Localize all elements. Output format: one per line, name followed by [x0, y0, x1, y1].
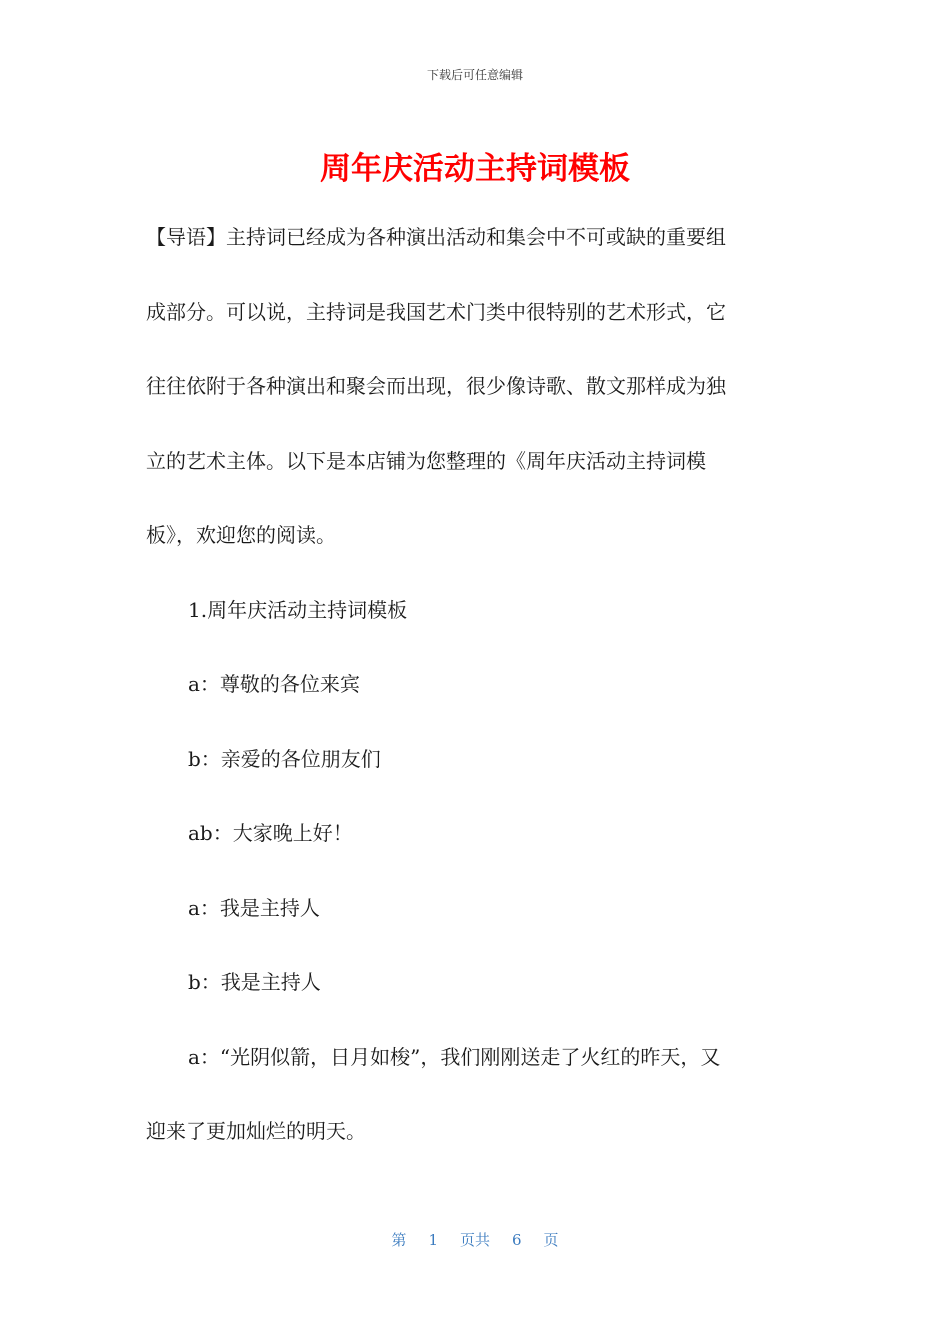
intro-line: 成部分。可以说，主持词是我国艺术门类中很特别的艺术形式，它 [146, 299, 726, 324]
intro-line: 板》，欢迎您的阅读。 [146, 523, 336, 547]
section-heading: 1.周年庆活动主持词模板 [188, 597, 408, 622]
dialogue-line: a：我是主持人 [188, 895, 320, 920]
dialogue-continuation: 迎来了更加灿烂的明天。 [146, 1119, 366, 1143]
intro-line: 往往依附于各种演出和聚会而出现，很少像诗歌、散文那样成为独 [146, 374, 726, 398]
dialogue-line: a：尊敬的各位来宾 [188, 672, 360, 696]
footer-middle: 页共 [459, 1231, 490, 1249]
total-pages-number: 6 [512, 1231, 522, 1249]
intro-line: 【导语】主持词已经成为各种演出活动和集会中不可或缺的重要组 [146, 225, 726, 249]
current-page-number: 1 [428, 1231, 438, 1249]
dialogue-line: b：亲爱的各位朋友们 [188, 746, 381, 771]
dialogue-line: a：“光阴似箭，日月如梭”，我们刚刚送走了火红的昨天，又 [188, 1044, 721, 1069]
dialogue-line: ab：大家晚上好！ [188, 821, 353, 845]
page-title: 周年庆活动主持词模板 [320, 151, 630, 187]
header-note: 下载后可任意编辑 [426, 68, 523, 82]
dialogue-line: b：我是主持人 [188, 970, 321, 994]
page-footer [0, 1229, 950, 1250]
intro-line: 立的艺术主体。以下是本店铺为您整理的《周年庆活动主持词模 [146, 448, 706, 473]
footer-prefix: 第 [391, 1231, 407, 1249]
footer-suffix: 页 [543, 1231, 559, 1249]
document-body [146, 200, 806, 1169]
